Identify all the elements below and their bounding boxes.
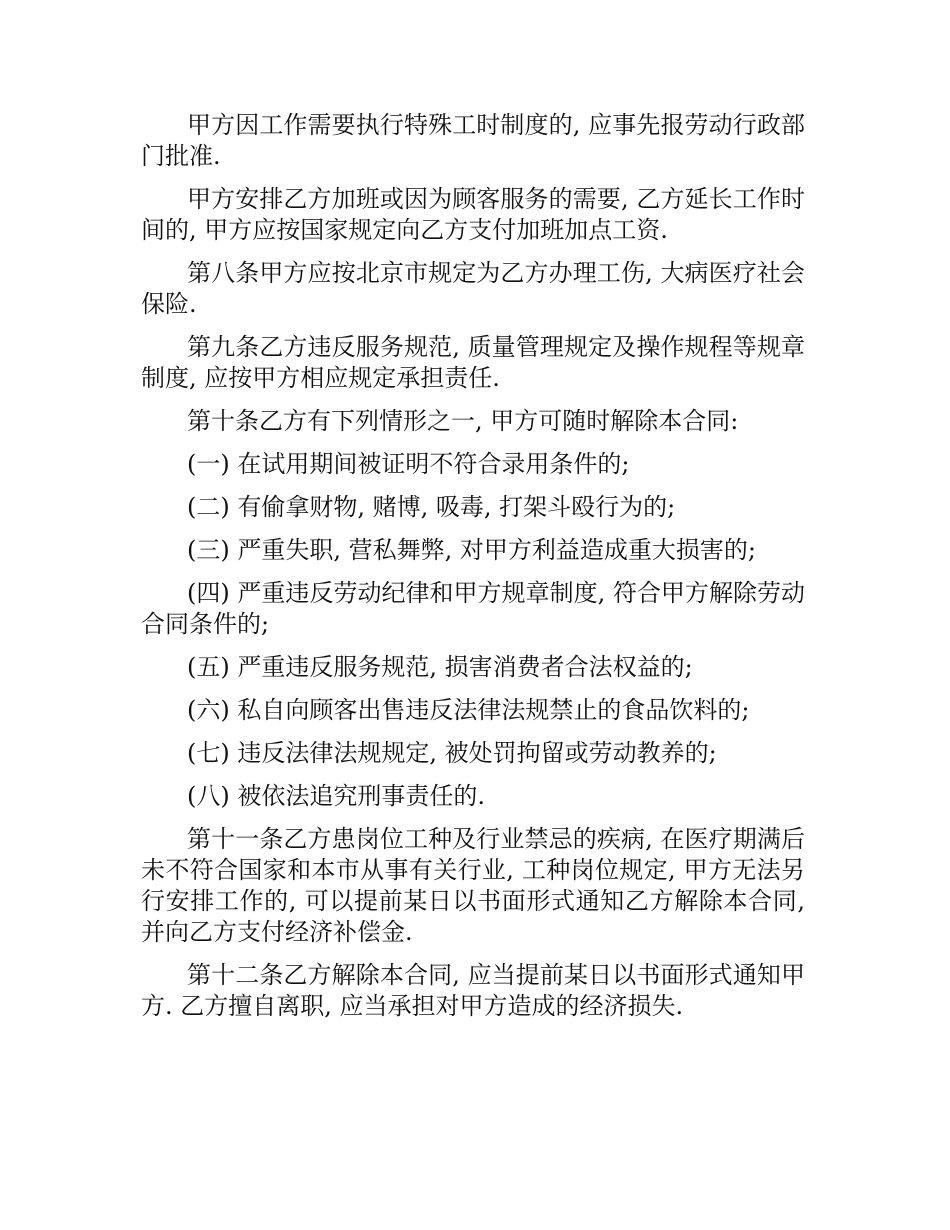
document-page [141,110,805,1034]
paragraph-article-8: 第八条甲方应按北京市规定为乙方办理工伤, 大病医疗社会保险. [141,259,805,318]
paragraph-special-hours: 甲方因工作需要执行特殊工时制度的, 应事先报劳动行政部门批准. [141,111,805,170]
paragraph-article-12: 第十二条乙方解除本合同, 应当提前某日以书面形式通知甲方. 乙方擅自离职, 应当承担对甲方造成的经济损失. [141,961,805,1020]
list-item-5: (五) 严重违反服务规范, 损害消费者合法权益的; [187,653,693,681]
list-item-3: (三) 严重失职, 营私舞弊, 对甲方利益造成重大损害的; [187,536,756,564]
paragraph-article-11: 第十一条乙方患岗位工种及行业禁忌的疾病, 在医疗期满后未不符合国家和本市从事有关行业, 工种岗位规定, 甲方无法另行安排工作的, 可以提前某日以书面形式通知乙方解除本合同, 并向乙方支付经济补偿金. [141,825,805,946]
paragraph-overtime-pay: 甲方安排乙方加班或因为顾客服务的需要, 乙方延长工作时间的, 甲方应按国家规定向乙方支付加班加点工资. [141,185,805,244]
paragraph-article-10: 第十条乙方有下列情形之一, 甲方可随时解除本合同: [187,407,739,435]
list-item-4: (四) 严重违反劳动纪律和甲方规章制度, 符合甲方解除劳动合同条件的; [141,579,805,638]
list-item-6: (六) 私自向顾客出售违反法律法规禁止的食品饮料的; [187,696,750,724]
list-item-8: (八) 被依法追究刑事责任的. [187,782,485,810]
paragraph-article-9: 第九条乙方违反服务规范, 质量管理规定及操作规程等规章制度, 应按甲方相应规定承担责任. [141,333,805,392]
list-item-7: (七) 违反法律法规规定, 被处罚拘留或劳动教养的; [187,739,717,767]
list-item-2: (二) 有偷拿财物, 赌博, 吸毒, 打架斗殴行为的; [187,493,676,521]
list-item-1: (一) 在试用期间被证明不符合录用条件的; [187,450,630,478]
